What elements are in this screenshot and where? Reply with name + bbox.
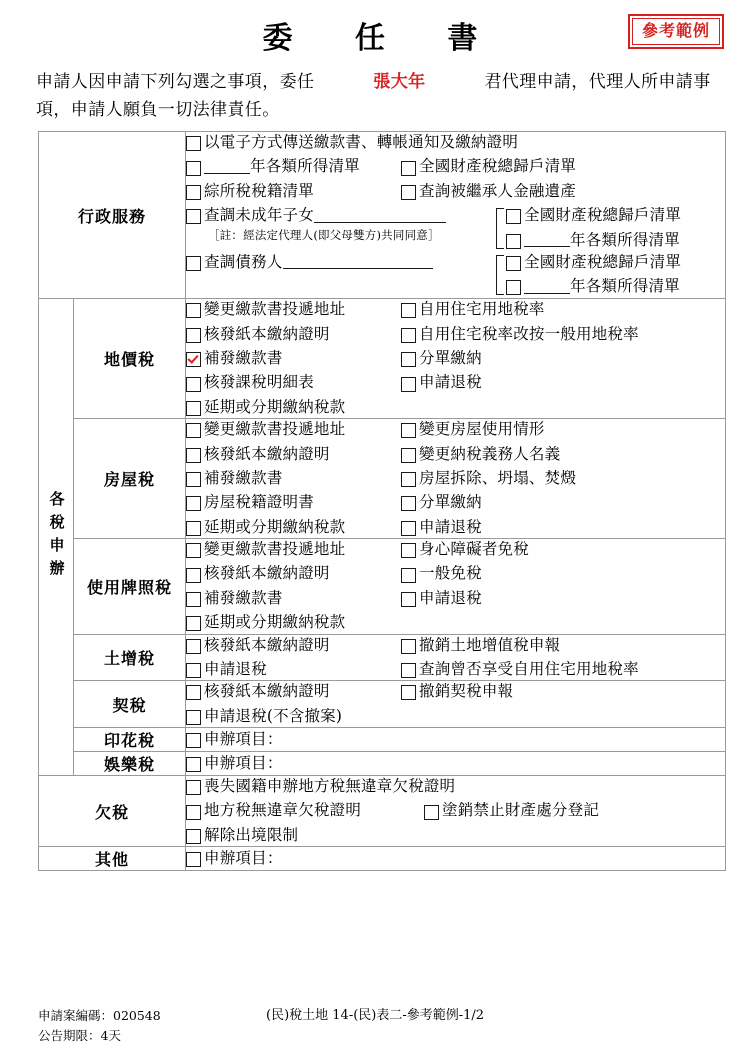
checkbox-icon[interactable] [401,685,416,700]
option-land-1-right[interactable] [401,324,639,345]
page-title: 委 任 書 [262,21,504,56]
option-label: 地方稅無違章欠稅證明 [204,801,362,820]
option-amusement-item[interactable] [186,753,283,774]
option-land-2-right[interactable] [401,348,482,369]
option-label: 變更繳款書投遞地址 [204,540,346,558]
option-row [186,848,725,869]
section-content-stamp-tax [186,728,726,752]
checkbox-icon[interactable] [401,328,416,343]
option-label: 自用住宅用地稅率 [419,300,545,319]
option-label: 以電子方式傳送繳款書、轉帳通知及繳納證明 [204,133,519,151]
announcement-deadline: 公告期限：4天 [38,1028,121,1043]
checkbox-icon[interactable] [401,377,416,392]
option-row [186,156,725,177]
option-row [186,588,725,609]
reference-sample-stamp-text: 參考範例 [632,18,720,45]
table-row-house-tax [39,419,726,539]
option-arrears-2[interactable] [186,825,298,846]
option-subgroup-minor-children [186,205,725,252]
checkbox-icon[interactable] [401,496,416,511]
vertical-group-label-tax-applications [39,299,74,776]
option-vehicle-0-left[interactable] [186,539,345,560]
section-label-tax-arrears: 欠稅 [39,776,186,847]
table-row-vehicle-license-tax [39,539,726,635]
option-vehicle-2-right[interactable] [401,588,482,609]
checkbox-icon[interactable] [506,234,521,249]
option-label: 查調債務人 [204,252,283,271]
option-row [186,181,725,202]
option-label: 變更納稅義務人名義 [419,444,561,463]
option-house-2-left[interactable] [186,468,283,489]
checkbox-icon[interactable] [186,401,201,416]
option-label: 年各類所得清單 [570,230,680,249]
option-row [186,492,725,513]
option-debtor-property-list[interactable] [506,252,681,273]
option-arrears-1-left[interactable] [186,800,361,821]
option-row [186,659,725,680]
option-deed-1-left[interactable] [186,706,342,727]
checkbox-icon[interactable] [401,663,416,678]
option-minor-property-list[interactable] [506,205,681,226]
checkbox-icon[interactable] [186,639,201,654]
option-row [186,635,725,656]
option-label: 房屋拆除、坍塌、焚燬 [419,468,577,487]
section-content-amusement-tax [186,752,726,776]
option-row [186,800,725,821]
page-footer [38,1006,738,1046]
checkbox-icon-checked[interactable] [186,352,201,367]
year-blank-field[interactable] [204,160,250,174]
table-row-land-value-tax [39,299,726,419]
checkbox-icon[interactable] [186,185,201,200]
option-row [186,753,725,774]
bracket-icon [496,255,504,296]
checkbox-icon[interactable] [186,592,201,607]
vertical-label-text: 各稅申辦 [47,491,66,584]
section-label-admin-services: 行政服務 [39,132,186,299]
debtor-blank-field[interactable] [283,255,433,269]
option-row [186,729,725,750]
year-blank-field[interactable] [524,233,570,247]
option-label: 申辦項目： [204,729,283,748]
option-admin-1-left[interactable] [186,156,360,177]
option-row [186,372,725,393]
option-label: 喪失國籍申辦地方稅無違章欠稅證明 [204,777,456,795]
option-row [186,419,725,440]
case-code: 申請案編碼：020548 [38,1008,161,1023]
checkbox-icon[interactable] [186,303,201,318]
option-query-minor-children[interactable] [186,205,446,226]
option-house-0-right[interactable] [401,419,545,440]
option-increment-1-left[interactable] [186,659,267,680]
option-query-debtor[interactable] [186,252,433,273]
option-label: 核發紙本繳納證明 [204,635,330,654]
section-label-house-tax: 房屋稅 [74,419,186,539]
option-house-0-left[interactable] [186,419,345,440]
checkbox-icon[interactable] [401,472,416,487]
option-label: 變更繳款書投遞地址 [204,300,346,319]
option-admin-1-right[interactable] [401,156,576,177]
year-blank-field[interactable] [524,280,570,294]
option-vehicle-1-left[interactable] [186,563,330,584]
section-label-other: 其他 [39,847,186,871]
checkbox-icon[interactable] [424,805,439,820]
bracket-group [496,205,681,252]
option-land-0-right[interactable] [401,299,545,320]
checkbox-icon[interactable] [186,568,201,583]
checkbox-icon[interactable] [186,521,201,536]
checkbox-icon[interactable] [186,496,201,511]
option-label: 解除出境限制 [204,825,299,844]
intro-text-after: 君代理申請，代理人所申請事項，申請人願負一切法律責任。 [36,72,711,120]
option-label: 核發紙本繳納證明 [204,444,330,463]
option-row [186,612,725,633]
option-label: 補發繳款書 [204,468,283,487]
intro-text-before: 申請人因申請下列勾選之事項，委任 [36,72,315,92]
option-house-3-left[interactable] [186,492,314,513]
option-house-4-left[interactable] [186,517,345,538]
footer-row-2 [38,1026,738,1046]
checkbox-icon[interactable] [186,780,201,795]
checkbox-icon[interactable] [401,592,416,607]
checkbox-icon[interactable] [186,663,201,678]
checkbox-icon[interactable] [186,256,201,271]
option-label: 身心障礙者免稅 [419,540,529,558]
option-increment-1-right[interactable] [401,659,639,680]
checkbox-icon[interactable] [401,639,416,654]
checkbox-icon[interactable] [186,543,201,558]
option-land-2-left[interactable] [186,348,283,369]
option-land-4-left[interactable] [186,397,345,418]
option-label: 查詢曾否享受自用住宅用地稅率 [419,659,639,678]
checkbox-icon[interactable] [186,328,201,343]
checkbox-icon[interactable] [186,161,201,176]
option-label: 綜所稅稅籍清單 [204,181,314,200]
section-content-house-tax [186,419,726,539]
section-content-other [186,847,726,871]
option-row [186,776,725,797]
option-row [186,681,725,702]
checkbox-icon[interactable] [401,568,416,583]
option-row [186,563,725,584]
checkbox-icon[interactable] [401,185,416,200]
option-label: 分單繳納 [419,349,482,367]
checkbox-icon[interactable] [186,472,201,487]
section-content-admin-services [186,132,726,299]
reference-sample-stamp [628,14,724,49]
option-label: 變更繳款書投遞地址 [204,420,346,439]
checkbox-icon[interactable] [186,423,201,438]
option-row [186,468,725,489]
section-content-land-value-tax [186,299,726,419]
option-admin-2-right[interactable] [401,181,576,202]
option-label: 自用住宅稅率改按一般用地稅率 [419,324,639,343]
section-content-tax-arrears [186,776,726,847]
authorization-items-table [38,131,726,871]
option-row [186,324,725,345]
checkbox-icon[interactable] [186,377,201,392]
option-land-1-left[interactable] [186,324,330,345]
option-label: 全國財產稅總歸戶清單 [419,157,577,176]
form-code: (民)稅土地 14-(民)表二-參考範例-1/2 [266,1008,485,1023]
checkbox-icon[interactable] [401,161,416,176]
section-label-land-value-tax: 地價稅 [74,299,186,419]
option-label: 申請退稅 [419,517,482,536]
option-admin-0[interactable] [186,132,518,153]
option-label: 核發紙本繳納證明 [204,564,330,583]
table-row-admin-services [39,132,726,299]
option-land-0-left[interactable] [186,299,345,320]
option-vehicle-1-right[interactable] [401,563,482,584]
option-row [186,397,725,418]
option-row [186,299,725,320]
table-row-tax-arrears [39,776,726,847]
checkbox-icon[interactable] [186,852,201,867]
checkbox-icon[interactable] [401,423,416,438]
checkbox-icon[interactable] [186,136,201,151]
option-vehicle-0-right[interactable] [401,539,529,560]
option-label: 全國財產稅總歸戶清單 [524,206,682,225]
agent-name-field[interactable]: 張大年 [373,72,426,92]
checkbox-icon[interactable] [506,256,521,271]
table-body [39,132,726,871]
section-label-stamp-tax: 印花稅 [74,728,186,752]
option-label: 房屋稅籍證明書 [204,493,314,512]
option-debtor-income-list[interactable] [506,276,680,297]
option-minor-income-list[interactable] [506,230,680,251]
option-label: 申辦項目： [204,848,283,867]
legal-guardian-note: ［註：經法定代理人(即父母雙方)共同同意］ [208,228,440,243]
checkbox-icon[interactable] [401,303,416,318]
option-deed-0-right[interactable] [401,681,513,702]
option-label: 查調未成年子女 [204,206,314,225]
bracket-icon [496,208,504,249]
option-row [186,517,725,538]
option-row [186,132,725,153]
option-label: 申辦項目： [204,753,283,772]
checkbox-icon[interactable] [186,616,201,631]
option-label: 申請退稅(不含撤案) [204,706,343,725]
table-row-land-increment-tax [39,634,726,681]
section-content-land-increment-tax [186,634,726,681]
option-label: 一般免稅 [419,564,482,583]
option-label: 分單繳納 [419,493,482,512]
option-label: 全國財產稅總歸戶清單 [524,252,682,271]
table-row-other [39,847,726,871]
option-arrears-1-right[interactable] [424,800,599,821]
checkbox-icon[interactable] [186,805,201,820]
option-row [186,539,725,560]
option-row [186,825,725,846]
checkbox-icon[interactable] [401,448,416,463]
option-label: 年各類所得清單 [250,157,360,176]
table-row-amusement-tax [39,752,726,776]
section-content-vehicle-license-tax [186,539,726,635]
section-content-deed-tax [186,681,726,728]
checkbox-icon[interactable] [186,448,201,463]
option-label: 變更房屋使用情形 [419,420,545,439]
option-label: 補發繳款書 [204,349,283,367]
bracket-group [496,252,681,299]
option-label: 核發課稅明細表 [204,373,314,392]
option-land-3-right[interactable] [401,372,482,393]
option-other-item[interactable] [186,848,283,869]
option-label: 延期或分期繳納稅款 [204,517,346,536]
option-label: 核發紙本繳納證明 [204,682,330,701]
option-row [186,348,725,369]
intro-paragraph [36,69,726,124]
footer-row-1 [38,1006,738,1026]
option-arrears-0[interactable] [186,776,455,797]
option-increment-0-right[interactable] [401,635,560,656]
minor-children-blank-field[interactable] [314,209,446,223]
option-label: 撤銷契稅申報 [419,682,514,701]
checkbox-icon[interactable] [186,829,201,844]
option-deed-0-left[interactable] [186,681,330,702]
section-label-deed-tax: 契稅 [74,681,186,728]
table-row-deed-tax [39,681,726,728]
option-house-1-right[interactable] [401,444,560,465]
checkbox-icon[interactable] [186,710,201,725]
option-land-3-left[interactable] [186,372,314,393]
table-row-stamp-tax [39,728,726,752]
option-admin-2-left[interactable] [186,181,314,202]
section-label-amusement-tax: 娛樂稅 [74,752,186,776]
checkbox-icon[interactable] [401,543,416,558]
option-label: 申請退稅 [419,588,482,607]
option-label: 撤銷土地增值稅申報 [419,635,561,654]
option-label: 查詢被繼承人金融遺產 [419,181,577,200]
option-house-4-right[interactable] [401,517,482,538]
option-vehicle-3-left[interactable] [186,612,345,633]
option-label: 補發繳款書 [204,588,283,607]
checkbox-icon[interactable] [401,352,416,367]
option-row [186,706,725,727]
checkbox-icon[interactable] [186,733,201,748]
option-label: 延期或分期繳納稅款 [204,397,346,416]
option-house-2-right[interactable] [401,468,576,489]
checkbox-icon[interactable] [401,521,416,536]
checkbox-icon[interactable] [186,685,201,700]
checkbox-icon[interactable] [186,757,201,772]
option-label: 申請退稅 [419,373,482,392]
option-vehicle-2-left[interactable] [186,588,283,609]
option-label: 延期或分期繳納稅款 [204,613,346,632]
section-label-land-increment-tax: 土增稅 [74,634,186,681]
option-row [186,444,725,465]
section-label-vehicle-license-tax: 使用牌照稅 [74,539,186,635]
option-stamp-item[interactable] [186,729,283,750]
checkbox-icon[interactable] [506,280,521,295]
option-label: 申請退稅 [204,659,267,678]
option-label: 核發紙本繳納證明 [204,324,330,343]
option-house-3-right[interactable] [401,492,482,513]
option-house-1-left[interactable] [186,444,330,465]
option-label: 塗銷禁止財產處分登記 [442,801,600,820]
checkbox-icon[interactable] [186,209,201,224]
option-increment-0-left[interactable] [186,635,330,656]
option-subgroup-debtor [186,252,725,299]
checkbox-icon[interactable] [506,209,521,224]
option-label: 年各類所得清單 [570,277,680,296]
